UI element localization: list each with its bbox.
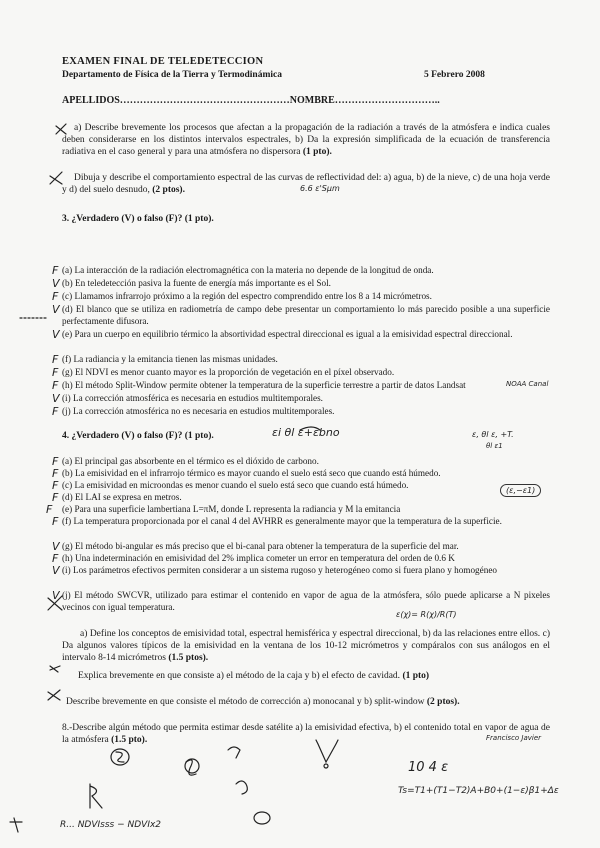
handwritten-note-q4-right: ε, θl ε, +T. <box>472 430 514 439</box>
list-item: (d) El blanco que se utiliza en radiometría de campo debe presentar un comportamiento lo más parecido posible a una superficie perfectamente difusora. <box>62 304 550 326</box>
answer-mark: F <box>52 479 59 492</box>
answer-mark: V <box>52 328 60 341</box>
circled-symbol-icon <box>186 760 196 775</box>
question-3-title <box>62 213 362 225</box>
answer-mark: F <box>52 515 59 528</box>
handwritten-signature: Francisco Javier <box>486 734 542 742</box>
r-letter-icon <box>90 784 102 808</box>
list-item: (f) La radiancia y la emitancia tienen las mismas unidades. <box>62 354 278 364</box>
list-item: (a) La interacción de la radiación electromagnética con la materia no depende de la longitud de onda. <box>62 265 434 275</box>
list-item: (g) El método bi-angular es más preciso que el bi-canal para obtener la temperatura de la superficie del mar. <box>62 541 459 551</box>
answer-mark: F <box>52 491 59 504</box>
question-3-points: (1 pto). <box>184 214 214 224</box>
question-4-points: (1 pto). <box>184 431 214 441</box>
cross-mark-icon <box>50 666 60 672</box>
list-item: (g) El NDVI es menor cuanto mayor es la proporción de vegetación en el píxel observado. <box>62 367 395 377</box>
answer-mark: V <box>52 589 60 602</box>
question-8-points: (1.5 pto). <box>111 735 148 745</box>
question-1-text: a) Describe brevemente los procesos que afectan a la propagación de la radiación a través de la atmósfera e indica cuales deben considerarse en los distintos intervalos espectrales, b) Da la expresión simplificada de la ecuación de transferencia radiativa en el caso general y para una atmósfera no dispersora <box>62 123 550 157</box>
list-item: (a) El principal gas absorbente en el térmico es el dióxido de carbono. <box>62 456 319 466</box>
list-item: (e) Para un cuerpo en equilibrio térmico la absortividad espectral direccional es igual a la emisividad espectral direccional. <box>62 329 513 339</box>
handwritten-note-q4-box: (ε,−ε1) <box>500 484 541 497</box>
ellipse-icon <box>254 812 270 824</box>
question-4-label: 4. ¿Verdadero (V) o falso (F)? <box>62 431 183 441</box>
question-7-points: (2 ptos). <box>426 697 460 707</box>
list-item: (i) Los parámetros efectivos permiten considerar a un sistema rugoso y heterogéneo como si fuera plano y homogéneo <box>62 565 497 575</box>
question-8 <box>62 722 550 746</box>
answer-mark: F <box>52 290 59 303</box>
question-2-text: Dibuja y describe el comportamiento espectral de las curvas de reflectividad del: a) agua, b) de la nieve, c) de una hoja verde y d) del suelo desnudo, <box>62 173 550 195</box>
answer-mark: F <box>46 503 53 516</box>
answer-mark: F <box>52 552 59 565</box>
handwritten-formula-q8: Ts=T1+(T1−T2)A+B0+(1−ε)β1+Δε <box>398 786 559 796</box>
answer-mark: F <box>52 467 59 480</box>
handwritten-note-q2: 6.6 ε'Sμm <box>300 184 340 193</box>
answer-mark: F <box>52 353 59 366</box>
list-item: (c) Llamamos infrarrojo próximo a la región del espectro comprendido entre los 8 a 14 micrómetros. <box>62 291 432 301</box>
question-6 <box>78 670 558 682</box>
list-item: (b) En teledetección pasiva la fuente de energía más importante es el Sol. <box>62 278 331 288</box>
question-4-title <box>62 430 262 442</box>
names-line: APELLIDOS……………………………………………NOMBRE………………………….. <box>62 95 440 106</box>
question-7-text: Describe brevemente en que consiste el método de corrección a) monocanal y b) split-window <box>66 697 425 707</box>
answer-mark: F <box>52 264 59 277</box>
answer-mark: F <box>52 405 59 418</box>
question-6-text: Explica brevemente en que consiste a) el método de la caja y b) el efecto de cavidad. <box>78 671 401 681</box>
list-item: (h) El método Split-Window permite obtener la temperatura de la superficie terrestre a partir de datos Landsat <box>62 380 466 390</box>
list-item: (c) La emisividad en microondas es menor cuando el suelo está seco que cuando está húmedo. <box>62 480 409 490</box>
handwritten-note-q4-title: εi θl ε+εbno <box>272 426 340 439</box>
answer-mark: F <box>52 455 59 468</box>
question-7 <box>66 696 556 708</box>
question-3-label: 3. ¿Verdadero (V) o falso (F)? <box>62 214 183 224</box>
cross-mark-icon <box>48 690 60 700</box>
answer-mark: V <box>52 303 60 316</box>
question-1-points: (1 pto). <box>302 147 332 157</box>
question-2-points: (2 ptos). <box>152 185 185 195</box>
stroke-icon <box>10 818 22 832</box>
answer-mark: F <box>52 379 59 392</box>
list-item: (j) La corrección atmosférica no es necesaria en estudios multitemporales. <box>62 406 335 416</box>
handwritten-note-q4-right-2: θl ε1 <box>486 442 503 450</box>
list-item: (i) La corrección atmosférica es necesaria en estudios multitemporales. <box>62 393 323 403</box>
cross-mark-icon <box>50 172 62 184</box>
list-item: (b) La emisividad en el infrarrojo térmico es mayor cuando el suelo está seco que cuando está húmedo. <box>62 468 441 478</box>
handwritten-note-q8: 10 4 ε <box>408 760 449 775</box>
answer-mark: F <box>52 366 59 379</box>
answer-mark: V <box>52 540 60 553</box>
question-6-points: (1 pto) <box>402 671 430 681</box>
list-item: (j) El método SWCVR, utilizado para estimar el contenido en vapor de agua de la atmósfera, sólo puede aplicarse a N pixeles vecinos con igual temperatura. <box>62 590 550 612</box>
list-item: (f) La temperatura proporcionada por el canal 4 del AVHRR es generalmente mayor que la temperatura de la superficie. <box>62 516 502 526</box>
question-1 <box>62 122 550 158</box>
department: Departamento de Física de la Tierra y Termodinámica <box>62 70 282 80</box>
stroke-icon <box>236 781 247 794</box>
answer-mark: V <box>52 277 60 290</box>
list-item: (e) Para una superficie lambertiana L=πM, donde L representa la radiancia y M la emitancia <box>62 504 401 514</box>
answer-mark: V <box>52 564 60 577</box>
circled-symbol-icon <box>111 749 129 765</box>
exam-date: 5 Febrero 2008 <box>424 70 485 80</box>
handwritten-note-q3h: NOAA Canal <box>506 380 549 388</box>
answer-mark: V <box>52 392 60 405</box>
exam-title: EXAMEN FINAL DE TELEDETECCION <box>62 56 264 67</box>
list-item: (d) El LAI se expresa en metros. <box>62 492 182 502</box>
question-5-points: (1.5 ptos). <box>168 653 209 663</box>
list-item: (h) Una indeterminación en emisividad del 2% implica cometer un error en temperatura del orden de 0.6 K <box>62 553 455 563</box>
question-5-text: a) Define los conceptos de emisividad total, espectral hemisférica y espectral direccional, b) da las relaciones entre ellos. c) Da algunos valores típicos de la emisividad en la ventana de los 10-12 micrómetros y compáralos con sus análogos en el intervalo 8-14 micrómetros <box>62 629 550 663</box>
question-5 <box>62 628 550 664</box>
epsilon-icon <box>228 747 240 758</box>
handwritten-note-bottom: R... NDVIsss − NDVIx2 <box>60 820 162 830</box>
handwritten-formula-q4j: ε(χ)= R(χ)/R(T) <box>396 610 457 619</box>
question-8-text: 8.-Describe algún método que permita estimar desde satélite a) la emisividad efectiva, b) el contenido total en vapor de agua de la atmósfera <box>62 723 550 745</box>
